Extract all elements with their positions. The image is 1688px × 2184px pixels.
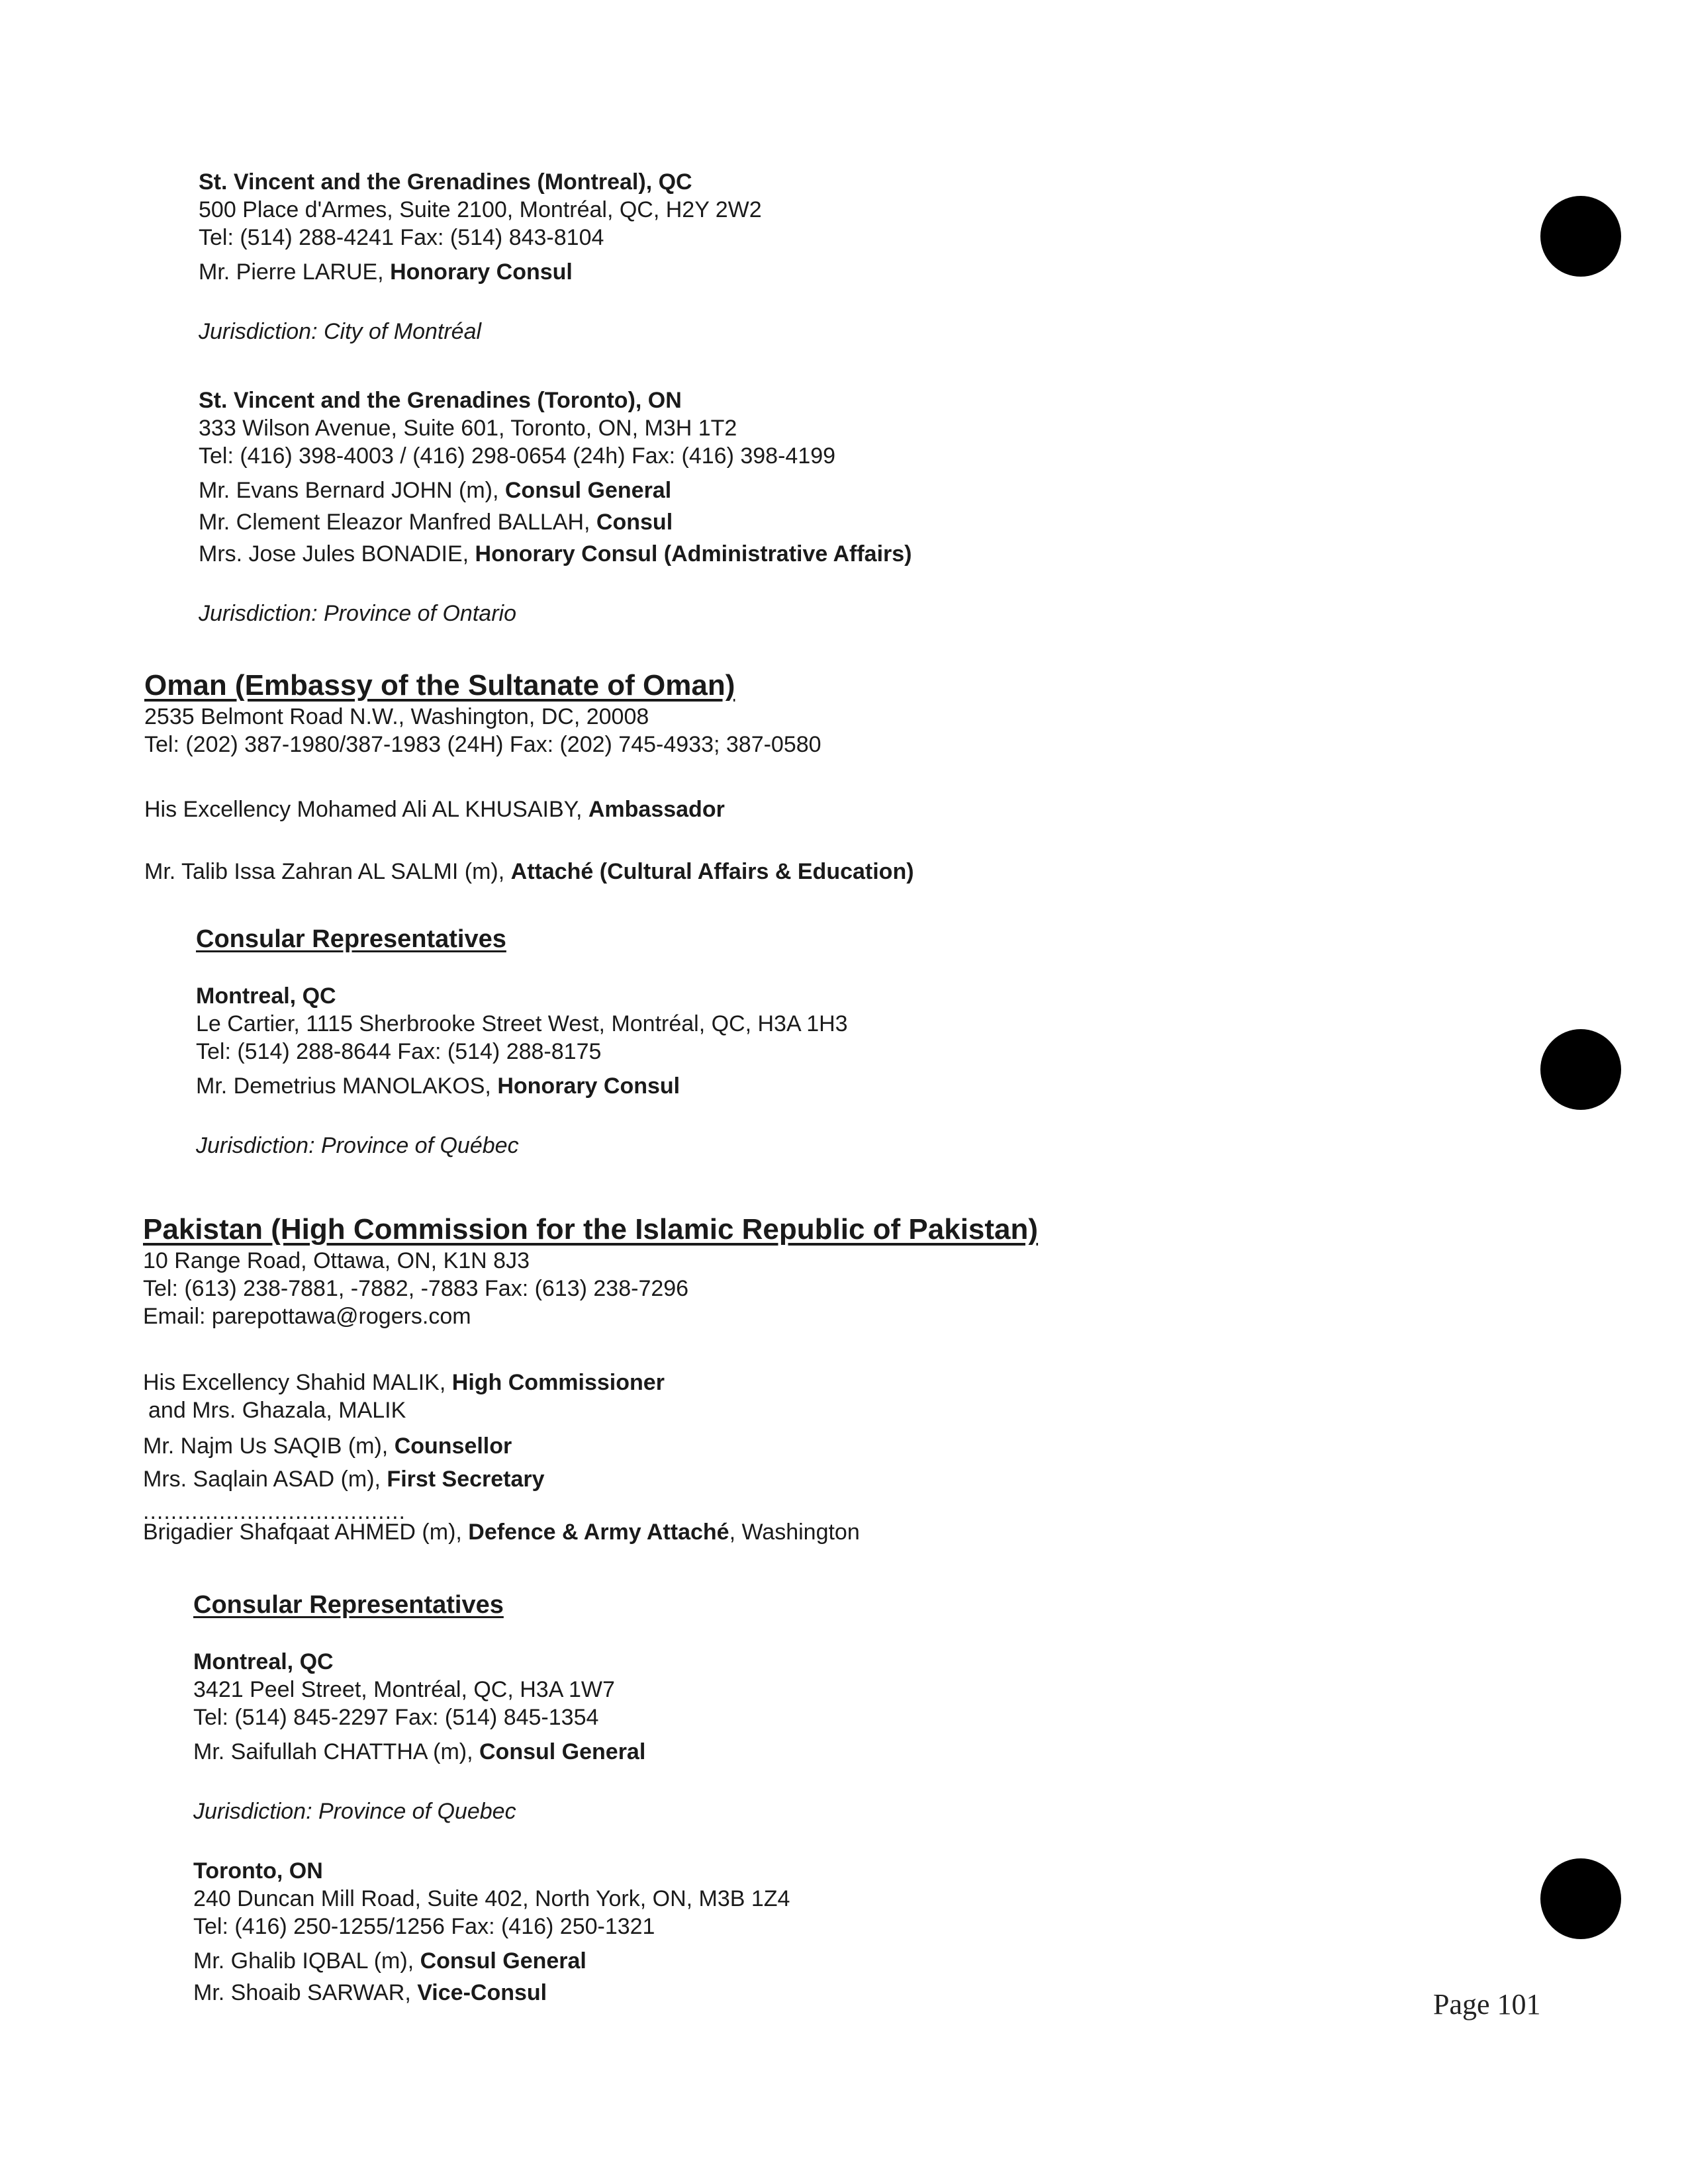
svg-toronto-address: 333 Wilson Avenue, Suite 601, Toronto, ON, M3H 1T2 <box>199 416 737 441</box>
pakistan-toronto-tel: Tel: (416) 250-1255/1256 Fax: (416) 250-1321 <box>193 1914 655 1939</box>
pakistan-toronto-person-2 <box>193 1979 790 2007</box>
punch-hole-middle <box>1540 1029 1621 1110</box>
oman-montreal-title: Montreal, QC <box>196 983 336 1009</box>
pakistan-toronto-person-1 <box>193 1947 790 1975</box>
pakistan-montreal-title: Montreal, QC <box>193 1649 334 1674</box>
pakistan-separator: ...................................... <box>143 1499 406 1524</box>
person-name: Mrs. Saqlain ASAD (m), <box>143 1467 387 1492</box>
svg-montreal-jurisdiction: Jurisdiction: City of Montréal <box>199 319 482 344</box>
person-name: Mr. Evans Bernard JOHN (m), <box>199 478 505 503</box>
pakistan-montreal-person-1 <box>193 1738 790 1766</box>
person-name: His Excellency Mohamed Ali AL KHUSAIBY, <box>144 797 588 822</box>
person-name: Mr. Ghalib IQBAL (m), <box>193 1948 420 1974</box>
oman-consular-section <box>196 924 848 1160</box>
oman-attache <box>144 858 914 886</box>
person-name: Mr. Saifullah CHATTHA (m), <box>193 1739 479 1764</box>
person-role: High Commissioner <box>451 1370 665 1395</box>
person-name: Mrs. Jose Jules BONADIE, <box>199 541 475 567</box>
pakistan-montreal-tel: Tel: (514) 845-2297 Fax: (514) 845-1354 <box>193 1705 599 1730</box>
svg-toronto-jurisdiction: Jurisdiction: Province of Ontario <box>199 601 516 626</box>
svg-toronto-entry <box>199 387 912 627</box>
pakistan-address: 10 Range Road, Ottawa, ON, K1N 8J3 <box>143 1248 530 1273</box>
oman-montreal-person-1 <box>196 1072 848 1100</box>
oman-entry <box>144 668 914 886</box>
person-role: Honorary Consul (Administrative Affairs) <box>475 541 912 567</box>
pakistan-email: Email: parepottawa@rogers.com <box>143 1304 471 1329</box>
pakistan-toronto-address: 240 Duncan Mill Road, Suite 402, North York, ON, M3B 1Z4 <box>193 1886 790 1911</box>
punch-hole-bottom <box>1540 1858 1621 1939</box>
pakistan-toronto-title: Toronto, ON <box>193 1858 323 1884</box>
pakistan-high-commissioner <box>143 1369 1038 1396</box>
pakistan-montreal-jurisdiction: Jurisdiction: Province of Quebec <box>193 1799 516 1824</box>
page-number: Page 101 <box>1433 1988 1541 2021</box>
svg-montreal-person-1 <box>199 258 762 286</box>
pakistan-entry <box>143 1212 1038 1546</box>
person-name: Brigadier Shafqaat AHMED (m), <box>143 1520 469 1545</box>
oman-consular-heading: Consular Representatives <box>196 925 506 953</box>
pakistan-defence-attache <box>143 1518 1038 1546</box>
svg-toronto-person-1 <box>199 477 912 504</box>
pakistan-hc-spouse: and Mrs. Ghazala, MALIK <box>148 1398 406 1423</box>
svg-montreal-title: St. Vincent and the Grenadines (Montreal), QC <box>199 169 692 195</box>
pakistan-consular-heading: Consular Representatives <box>193 1591 504 1619</box>
person-role: Honorary Consul <box>390 259 573 285</box>
oman-montreal-jurisdiction: Jurisdiction: Province of Québec <box>196 1133 519 1158</box>
pakistan-person-1 <box>143 1432 1038 1460</box>
pakistan-person-2 <box>143 1465 1038 1493</box>
person-name: His Excellency Shahid MALIK, <box>143 1370 452 1395</box>
oman-montreal-address: Le Cartier, 1115 Sherbrooke Street West, Montréal, QC, H3A 1H3 <box>196 1011 848 1036</box>
svg-montreal-address: 500 Place d'Armes, Suite 2100, Montréal, QC, H2Y 2W2 <box>199 197 762 222</box>
person-role: Honorary Consul <box>497 1073 680 1099</box>
person-role: Consul General <box>504 478 672 503</box>
oman-ambassador <box>144 796 914 823</box>
person-place: , Washington <box>729 1520 860 1545</box>
oman-montreal-tel: Tel: (514) 288-8644 Fax: (514) 288-8175 <box>196 1039 602 1064</box>
person-role: Vice-Consul <box>417 1980 547 2005</box>
oman-heading: Oman (Embassy of the Sultanate of Oman) <box>144 669 735 702</box>
svg-toronto-title: St. Vincent and the Grenadines (Toronto), ON <box>199 388 682 413</box>
pakistan-consular-section <box>193 1590 790 2007</box>
person-role: Consul General <box>479 1739 646 1764</box>
svg-toronto-tel: Tel: (416) 398-4003 / (416) 298-0654 (24h) Fax: (416) 398-4199 <box>199 443 836 469</box>
person-name: Mr. Clement Eleazor Manfred BALLAH, <box>199 510 596 535</box>
oman-address: 2535 Belmont Road N.W., Washington, DC, 20008 <box>144 704 649 729</box>
person-role: First Secretary <box>387 1467 545 1492</box>
person-role: Defence & Army Attaché <box>468 1520 729 1545</box>
person-name: Mr. Shoaib SARWAR, <box>193 1980 418 2005</box>
person-name: Mr. Demetrius MANOLAKOS, <box>196 1073 498 1099</box>
person-role: Attaché (Cultural Affairs & Education) <box>510 859 914 884</box>
person-name: Mr. Pierre LARUE, <box>199 259 391 285</box>
pakistan-tel: Tel: (613) 238-7881, -7882, -7883 Fax: (613) 238-7296 <box>143 1276 689 1301</box>
pakistan-montreal-address: 3421 Peel Street, Montréal, QC, H3A 1W7 <box>193 1677 615 1702</box>
svg-toronto-person-3 <box>199 540 912 568</box>
person-name: Mr. Najm Us SAQIB (m), <box>143 1433 395 1459</box>
punch-hole-top <box>1540 196 1621 277</box>
person-name: Mr. Talib Issa Zahran AL SALMI (m), <box>144 859 511 884</box>
svg-toronto-person-2 <box>199 508 912 536</box>
person-role: Consul General <box>420 1948 586 1974</box>
svg-montreal-entry <box>199 168 762 345</box>
person-role: Counsellor <box>394 1433 512 1459</box>
svg-montreal-tel: Tel: (514) 288-4241 Fax: (514) 843-8104 <box>199 225 604 250</box>
pakistan-heading: Pakistan (High Commission for the Islamic Republic of Pakistan) <box>143 1213 1039 1246</box>
person-role: Consul <box>596 510 673 535</box>
oman-tel: Tel: (202) 387-1980/387-1983 (24H) Fax: (202) 745-4933; 387-0580 <box>144 732 821 757</box>
person-role: Ambassador <box>588 797 725 822</box>
